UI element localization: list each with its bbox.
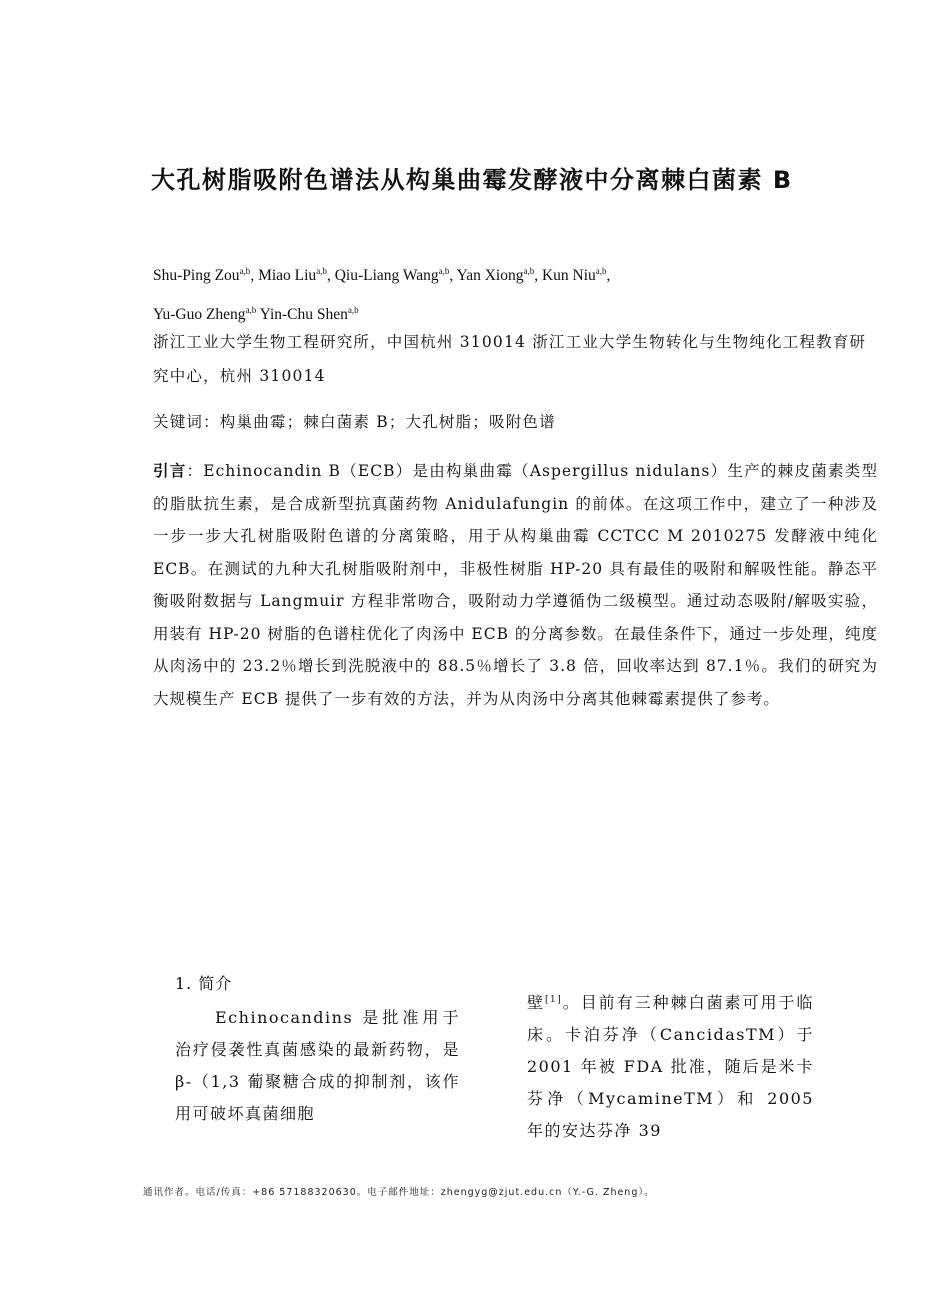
author-name: Qiu-Liang Wang: [334, 267, 439, 284]
author-name: Miao Liu: [258, 267, 317, 284]
abstract-body: ：Echinocandin B（ECB）是由构巢曲霉（Aspergillus nidulans）生产的棘皮菌素类型的脂肽抗生素，是合成新型抗真菌药物 Anidulafungin 的前体。在这项工作中，建立了一种涉及一步一步大孔树脂吸附色谱的分离策略，用于从构巢曲霉 CCTCC M 2010275 发酵液中纯化 ECB。在测试的九种大孔树脂吸附剂中，非极性树脂 HP-20 具有最佳的吸附和解吸性能。静态平衡吸附数据与 Langmuir 方程非常吻合，吸附动力学遵循伪二级模型。通过动态吸附/解吸实验，用装有 HP-20 树脂的色谱柱优化了肉汤中 ECB 的分离参数。在最佳条件下，通过一步处理，纯度从肉汤中的 23.2％增长到洗脱液中的 88.5％增长了 3.8 倍，回收率达到 87.1％。我们的研究为大规模生产 ECB 提供了一步有效的方法，并为从肉汤中分离其他棘霉素提供了参考。: [153, 462, 878, 708]
intro-column-right: [527, 984, 814, 1147]
author-affiliation-mark: a,b: [523, 266, 535, 276]
author-name: Shu-Ping Zou: [153, 267, 240, 284]
abstract-lead: 引言: [153, 461, 187, 480]
keywords: 关键词：构巢曲霉；棘白菌素 B；大孔树脂；吸附色谱: [153, 413, 556, 431]
section-heading: 1. 简介: [175, 974, 233, 993]
author-separator: ,: [326, 267, 335, 284]
paper-title: 大孔树脂吸附色谱法从构巢曲霉发酵液中分离棘白菌素 B: [151, 166, 793, 194]
author-line-1: [153, 254, 873, 293]
author-separator: ,: [449, 267, 457, 284]
intro-text-continued: 。目前有三种棘白菌素可用于临床。卡泊芬净（CancidasTM）于 2001 年被 FDA 批准，随后是米卡芬净（MycamineTM）和 2005 年的安达芬净 39: [527, 993, 814, 1140]
affiliation: 浙江工业大学生物工程研究所，中国杭州 310014 浙江工业大学生物转化与生物纯化工程教育研究中心，杭州 310014: [153, 333, 867, 385]
citation-reference[interactable]: [1]: [544, 995, 563, 1005]
author-separator: ,: [250, 267, 259, 284]
author-list: [153, 254, 873, 332]
corresponding-author-footnote: 通讯作者。电话/传真：+86 57188320630。电子邮件地址：zhengyg@zjut.edu.cn（Y.-G. Zheng）。: [143, 1187, 655, 1198]
intro-paragraph-left: Echinocandins 是批准用于治疗侵袭性真菌感染的最新药物，是 β-（1,3 葡聚糖合成的抑制剂，该作用可破坏真菌细胞: [175, 1008, 460, 1123]
author-separator: ,: [606, 267, 611, 284]
abstract: [153, 455, 878, 715]
author-affiliation-mark: a,b: [245, 305, 257, 315]
author-affiliation-mark: a,b: [595, 266, 607, 276]
author-name: Yu-Guo Zheng: [153, 306, 246, 323]
author-name: Yin-Chu Shen: [259, 306, 348, 323]
author-name: Yan Xiong: [456, 267, 524, 284]
author-affiliation-mark: a,b: [347, 305, 359, 315]
author-affiliation-mark: a,b: [316, 266, 327, 276]
author-separator: ,: [534, 267, 542, 284]
author-name: Kun Niu: [541, 267, 596, 284]
author-affiliation-mark: a,b: [239, 266, 251, 276]
author-affiliation-mark: a,b: [438, 266, 450, 276]
intro-text-start: 壁: [527, 993, 545, 1012]
intro-column-left: [175, 968, 460, 1130]
